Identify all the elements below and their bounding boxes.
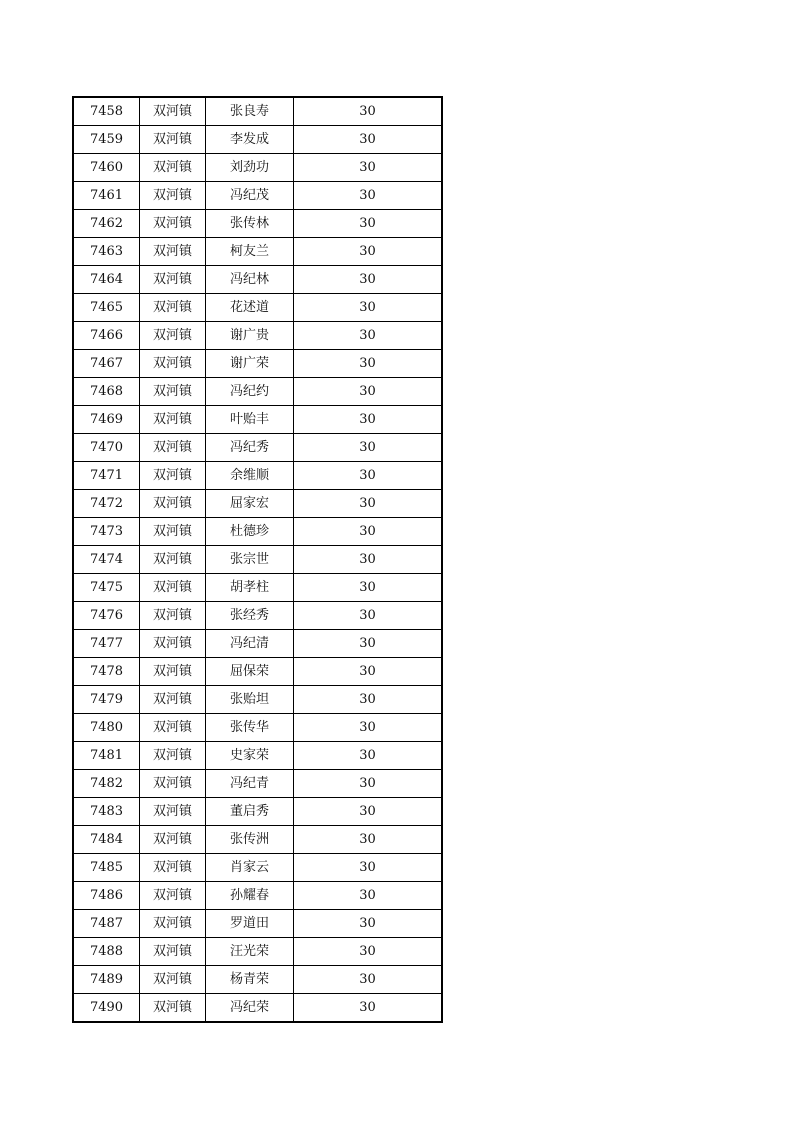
cell-name: 叶贻丰 [206, 406, 294, 434]
cell-town: 双河镇 [140, 882, 206, 910]
table-row [73, 686, 442, 714]
cell-number: 7458 [73, 97, 140, 126]
cell-amount: 30 [294, 770, 443, 798]
cell-amount: 30 [294, 462, 443, 490]
cell-amount: 30 [294, 154, 443, 182]
cell-amount: 30 [294, 406, 443, 434]
cell-number: 7483 [73, 798, 140, 826]
cell-town: 双河镇 [140, 546, 206, 574]
cell-town: 双河镇 [140, 238, 206, 266]
table-row [73, 462, 442, 490]
cell-name: 冯纪荣 [206, 994, 294, 1023]
cell-number: 7461 [73, 182, 140, 210]
cell-amount: 30 [294, 630, 443, 658]
cell-number: 7465 [73, 294, 140, 322]
table-row [73, 406, 442, 434]
table-body [73, 97, 442, 1022]
cell-name: 张贻坦 [206, 686, 294, 714]
table-row [73, 910, 442, 938]
table-row [73, 966, 442, 994]
cell-town: 双河镇 [140, 994, 206, 1023]
cell-amount: 30 [294, 658, 443, 686]
cell-name: 冯纪林 [206, 266, 294, 294]
table-row [73, 126, 442, 154]
cell-name: 刘劲功 [206, 154, 294, 182]
table-row [73, 322, 442, 350]
table-row [73, 350, 442, 378]
cell-name: 谢广贵 [206, 322, 294, 350]
table-row [73, 434, 442, 462]
table-row [73, 378, 442, 406]
cell-number: 7467 [73, 350, 140, 378]
cell-name: 花述道 [206, 294, 294, 322]
cell-name: 胡孝柱 [206, 574, 294, 602]
table-row [73, 882, 442, 910]
cell-amount: 30 [294, 882, 443, 910]
cell-town: 双河镇 [140, 798, 206, 826]
table-row [73, 714, 442, 742]
cell-name: 冯纪秀 [206, 434, 294, 462]
cell-name: 屈保荣 [206, 658, 294, 686]
cell-name: 肖家云 [206, 854, 294, 882]
cell-number: 7486 [73, 882, 140, 910]
cell-amount: 30 [294, 686, 443, 714]
cell-number: 7480 [73, 714, 140, 742]
cell-amount: 30 [294, 714, 443, 742]
cell-number: 7481 [73, 742, 140, 770]
cell-town: 双河镇 [140, 490, 206, 518]
cell-amount: 30 [294, 490, 443, 518]
cell-town: 双河镇 [140, 462, 206, 490]
cell-town: 双河镇 [140, 182, 206, 210]
cell-amount: 30 [294, 322, 443, 350]
cell-amount: 30 [294, 826, 443, 854]
cell-town: 双河镇 [140, 350, 206, 378]
cell-amount: 30 [294, 182, 443, 210]
cell-amount: 30 [294, 238, 443, 266]
table-row [73, 742, 442, 770]
cell-name: 张良寿 [206, 97, 294, 126]
cell-town: 双河镇 [140, 658, 206, 686]
cell-number: 7484 [73, 826, 140, 854]
cell-name: 董启秀 [206, 798, 294, 826]
cell-number: 7464 [73, 266, 140, 294]
table-row [73, 210, 442, 238]
cell-town: 双河镇 [140, 210, 206, 238]
cell-town: 双河镇 [140, 322, 206, 350]
cell-name: 冯纪青 [206, 770, 294, 798]
cell-name: 屈家宏 [206, 490, 294, 518]
table-row [73, 602, 442, 630]
cell-number: 7463 [73, 238, 140, 266]
cell-name: 张传洲 [206, 826, 294, 854]
cell-town: 双河镇 [140, 154, 206, 182]
cell-amount: 30 [294, 378, 443, 406]
cell-number: 7489 [73, 966, 140, 994]
table-row [73, 154, 442, 182]
cell-amount: 30 [294, 518, 443, 546]
table-row [73, 574, 442, 602]
table-row [73, 238, 442, 266]
cell-town: 双河镇 [140, 938, 206, 966]
cell-name: 谢广荣 [206, 350, 294, 378]
cell-name: 张传华 [206, 714, 294, 742]
cell-name: 余维顺 [206, 462, 294, 490]
cell-amount: 30 [294, 994, 443, 1023]
cell-number: 7474 [73, 546, 140, 574]
cell-name: 冯纪清 [206, 630, 294, 658]
cell-amount: 30 [294, 126, 443, 154]
cell-amount: 30 [294, 966, 443, 994]
cell-amount: 30 [294, 434, 443, 462]
table-row [73, 854, 442, 882]
cell-number: 7460 [73, 154, 140, 182]
cell-number: 7466 [73, 322, 140, 350]
cell-name: 冯纪约 [206, 378, 294, 406]
cell-number: 7485 [73, 854, 140, 882]
cell-town: 双河镇 [140, 910, 206, 938]
cell-amount: 30 [294, 574, 443, 602]
cell-name: 柯友兰 [206, 238, 294, 266]
table-row [73, 630, 442, 658]
cell-town: 双河镇 [140, 966, 206, 994]
cell-name: 李发成 [206, 126, 294, 154]
data-table [72, 96, 443, 1023]
cell-amount: 30 [294, 350, 443, 378]
cell-town: 双河镇 [140, 602, 206, 630]
cell-amount: 30 [294, 798, 443, 826]
cell-name: 张传林 [206, 210, 294, 238]
cell-town: 双河镇 [140, 434, 206, 462]
table-row [73, 182, 442, 210]
cell-amount: 30 [294, 266, 443, 294]
cell-town: 双河镇 [140, 854, 206, 882]
cell-town: 双河镇 [140, 574, 206, 602]
table-row [73, 546, 442, 574]
cell-town: 双河镇 [140, 826, 206, 854]
cell-number: 7479 [73, 686, 140, 714]
cell-town: 双河镇 [140, 630, 206, 658]
cell-name: 罗道田 [206, 910, 294, 938]
cell-town: 双河镇 [140, 714, 206, 742]
table-row [73, 518, 442, 546]
cell-number: 7462 [73, 210, 140, 238]
table-row [73, 826, 442, 854]
table-row [73, 490, 442, 518]
cell-name: 杨青荣 [206, 966, 294, 994]
cell-number: 7470 [73, 434, 140, 462]
cell-amount: 30 [294, 546, 443, 574]
cell-amount: 30 [294, 910, 443, 938]
cell-number: 7482 [73, 770, 140, 798]
table-row [73, 938, 442, 966]
cell-number: 7468 [73, 378, 140, 406]
cell-town: 双河镇 [140, 406, 206, 434]
cell-name: 孙耀春 [206, 882, 294, 910]
cell-number: 7469 [73, 406, 140, 434]
cell-number: 7488 [73, 938, 140, 966]
cell-number: 7473 [73, 518, 140, 546]
cell-amount: 30 [294, 602, 443, 630]
cell-number: 7472 [73, 490, 140, 518]
cell-town: 双河镇 [140, 378, 206, 406]
cell-name: 史家荣 [206, 742, 294, 770]
table-row [73, 97, 442, 126]
cell-town: 双河镇 [140, 294, 206, 322]
cell-name: 冯纪茂 [206, 182, 294, 210]
cell-number: 7477 [73, 630, 140, 658]
cell-town: 双河镇 [140, 686, 206, 714]
cell-town: 双河镇 [140, 126, 206, 154]
cell-town: 双河镇 [140, 742, 206, 770]
cell-number: 7475 [73, 574, 140, 602]
cell-name: 张经秀 [206, 602, 294, 630]
cell-amount: 30 [294, 938, 443, 966]
cell-town: 双河镇 [140, 770, 206, 798]
cell-amount: 30 [294, 854, 443, 882]
cell-number: 7487 [73, 910, 140, 938]
cell-name: 张宗世 [206, 546, 294, 574]
table-row [73, 266, 442, 294]
cell-amount: 30 [294, 210, 443, 238]
cell-amount: 30 [294, 742, 443, 770]
cell-number: 7459 [73, 126, 140, 154]
cell-town: 双河镇 [140, 266, 206, 294]
cell-name: 汪光荣 [206, 938, 294, 966]
table-row [73, 994, 442, 1023]
table-row [73, 294, 442, 322]
cell-amount: 30 [294, 294, 443, 322]
cell-town: 双河镇 [140, 518, 206, 546]
table-row [73, 798, 442, 826]
cell-number: 7478 [73, 658, 140, 686]
table-row [73, 658, 442, 686]
cell-town: 双河镇 [140, 97, 206, 126]
cell-number: 7490 [73, 994, 140, 1023]
table-row [73, 770, 442, 798]
cell-number: 7471 [73, 462, 140, 490]
cell-number: 7476 [73, 602, 140, 630]
cell-amount: 30 [294, 97, 443, 126]
cell-name: 杜德珍 [206, 518, 294, 546]
